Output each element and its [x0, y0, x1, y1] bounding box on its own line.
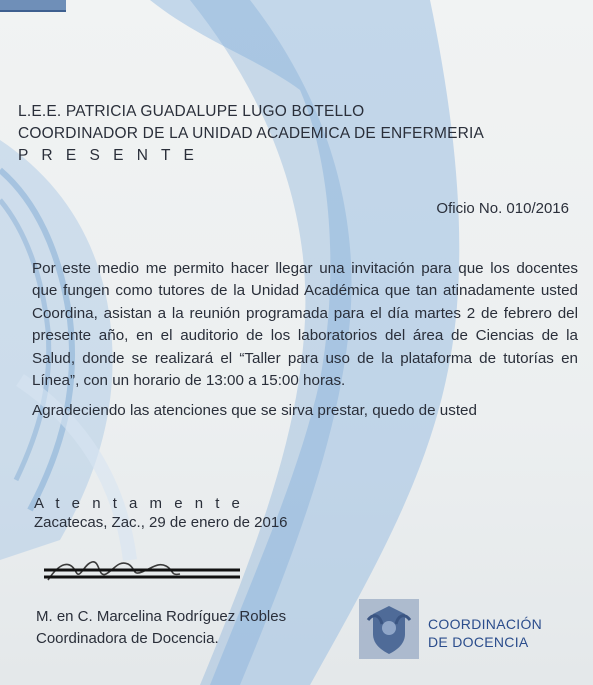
reference-number: Oficio No. 010/2016 [436, 200, 569, 217]
handwritten-signature [40, 552, 250, 592]
place-date: Zacatecas, Zac., 29 de enero de 2016 [34, 514, 288, 531]
stamp-line-2: DE DOCENCIA [428, 634, 529, 650]
stamp-line-1: COORDINACIÓN [428, 616, 543, 632]
recipient-greeting: P R E S E N T E [18, 147, 199, 164]
sign-off: A t e n t a m e n t e [34, 495, 244, 512]
recipient-title: COORDINADOR DE LA UNIDAD ACADEMICA DE ENFERMERIA [18, 125, 485, 142]
closing-line: Agradeciendo las atenciones que se sirva prestar, quedo de usted [32, 402, 477, 419]
signatory-position: Coordinadora de Docencia. [36, 630, 219, 647]
department-stamp [428, 615, 542, 651]
signatory-block [36, 606, 286, 650]
university-seal-icon [358, 598, 420, 660]
letter-body: Por este medio me permito hacer llegar una invitación para que los docentes que fungen como tutores de la Unidad Académica que tan atinadamente usted Coordina, asistan a la reunión programada para el día martes 2 de febrero del presente año, en el auditorio de los laboratorios del área de Ciencias de la Salud, donde se realizará el “Taller para uso de la plataforma de tutorías en Línea”, con un horario de 13:00 a 15:00 horas. [32, 260, 578, 390]
recipient-name: L.E.E. PATRICIA GUADALUPE LUGO BOTELLO [18, 103, 365, 120]
signatory-name: M. en C. Marcelina Rodríguez Robles [36, 608, 287, 625]
letterhead-logo-strip [0, 0, 66, 12]
recipient-block [18, 101, 484, 167]
